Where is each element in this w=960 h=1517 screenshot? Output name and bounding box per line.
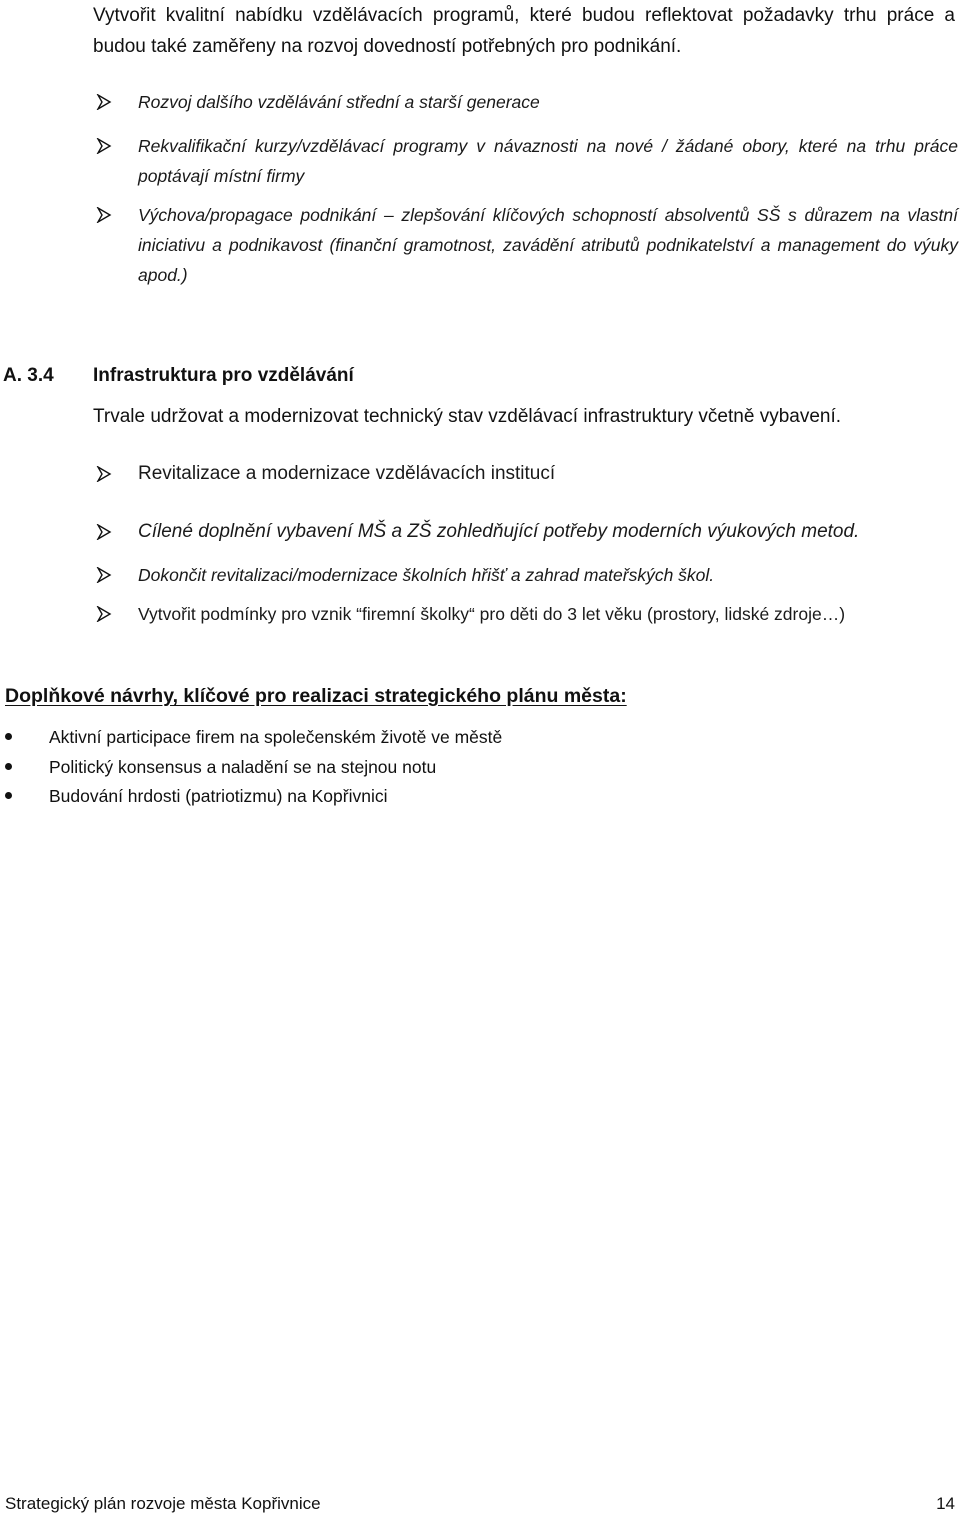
- list-item-text: Budování hrdosti (patriotizmu) na Kopřivnici: [49, 786, 388, 806]
- arrow-bullet-icon: [96, 560, 116, 590]
- bullet-text: Cílené doplnění vybavení MŠ a ZŠ zohledňující potřeby moderních výukových metod.: [138, 521, 860, 542]
- bullet-item: [96, 560, 958, 590]
- arrow-bullet-icon: [96, 87, 116, 117]
- bullet-text: Vytvořit podmínky pro vznik “firemní školky“ pro děti do 3 let věku (prostory, lidské zdroje…): [138, 604, 846, 624]
- bullet-dot-icon: [5, 763, 12, 770]
- bullet-text: Rekvalifikační kurzy/vzdělávací programy v návaznosti na nové / žádané obory, které na trhu práce poptávají místní firmy: [138, 136, 958, 186]
- footer-title: Strategický plán rozvoje města Kopřivnice: [5, 1494, 321, 1513]
- page-number: 14: [936, 1494, 955, 1513]
- bullet-item: [96, 200, 958, 290]
- arrow-bullet-icon: [96, 459, 116, 489]
- list-item-text: Politický konsensus a naladění se na stejnou notu: [49, 757, 437, 777]
- bullet-text: Dokončit revitalizaci/modernizace školních hřišť a zahrad mateřských škol.: [138, 565, 715, 585]
- arrow-bullet-icon: [96, 131, 116, 161]
- section-subtitle: Trvale udržovat a modernizovat technický stav vzdělávací infrastruktury včetně vybavení.: [93, 406, 842, 427]
- bullet-dot-icon: [5, 792, 12, 799]
- arrow-bullet-icon: [96, 517, 116, 547]
- arrow-bullet-icon: [96, 200, 116, 230]
- bullet-item: [96, 87, 958, 117]
- bullet-item: [96, 459, 958, 489]
- bullet-item: [96, 517, 958, 547]
- bullet-item: [96, 599, 958, 629]
- section-number: A. 3.4: [3, 365, 54, 386]
- bullet-text: Výchova/propagace podnikání – zlepšování klíčových schopností absolventů SŠ s důrazem na vlastní iniciativu a podnikavost (finanční gramotnost, zavádění atributů podnikatelství a management do výuky apod.): [138, 205, 958, 285]
- bullet-item: [96, 131, 958, 191]
- additional-heading: Doplňkové návrhy, klíčové pro realizaci strategického plánu města:: [5, 685, 627, 707]
- bullet-text: Revitalizace a modernizace vzdělávacích institucí: [138, 463, 556, 484]
- arrow-bullet-icon: [96, 599, 116, 629]
- bullet-text: Rozvoj dalšího vzdělávání střední a starší generace: [138, 92, 540, 112]
- section-title: Infrastruktura pro vzdělávání: [93, 365, 354, 386]
- intro-paragraph: Vytvořit kvalitní nabídku vzdělávacích programů, které budou reflektovat požadavky trhu práce a budou také zaměřeny na rozvoj dovedností potřebných pro podnikání.: [93, 5, 955, 57]
- list-item-text: Aktivní participace firem na společenském životě ve městě: [49, 727, 503, 747]
- bullet-dot-icon: [5, 733, 12, 740]
